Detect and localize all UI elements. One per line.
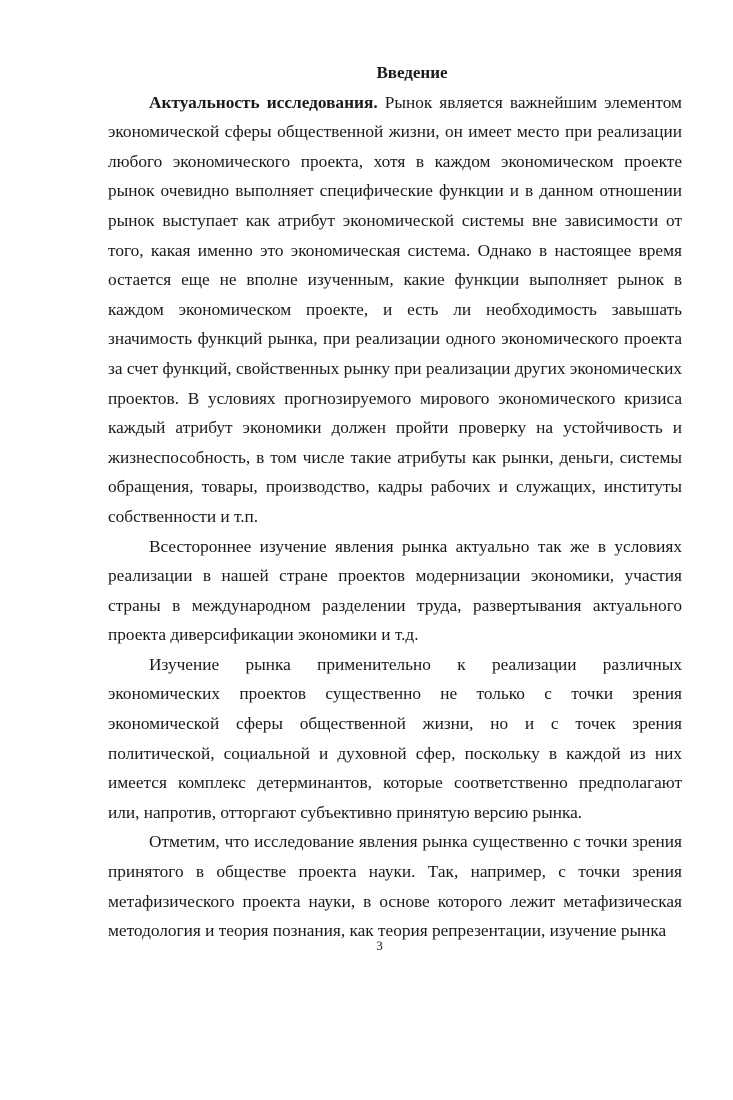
paragraph-science-project: Отметим, что исследование явления рынка существенно с точки зрения принятого в обществе проекта науки. Так, например, с точки зрения метафизического проекта науки, в основе которого лежит метафизическая методология и теория познания, как теория репрезентации, изучение рынка: [108, 832, 682, 941]
page-number: 3: [376, 938, 383, 953]
document-body: [108, 58, 682, 946]
page-title: Введение: [376, 63, 448, 82]
paragraph-comprehensive-study: Всестороннее изучение явления рынка актуально так же в условиях реализации в нашей стране проектов модернизации экономики, участия страны в международном разделении труда, развертывания актуального проекта диверсификации экономики и т.д.: [108, 536, 682, 645]
paragraph-text: Рынок является важнейшим элементом экономической сферы общественной жизни, он имеет место при реализации любого экономического проекта, хотя в каждом экономическом проекте рынок очевидно выполняет специфические функции и в данном отношении рынок выступает как атрибут экономической системы вне зависимости от того, какая именно это экономическая система. Однако в настоящее время остается еще не вполне изученным, какие функции выполняет рынок в каждом экономическом проекте, и есть ли необходимость завышать значимость функций рынка, при реализации одного экономического проекта за счет функций, свойственных рынку при реализации других экономических проектов. В условиях прогнозируемого мирового экономического кризиса каждый атрибут экономики должен пройти проверку на устойчивость и жизнеспособность, в том числе такие атрибуты как рынки, деньги, системы обращения, товары, производство, кадры рабочих и служащих, институты собственности и т.п.: [108, 92, 682, 526]
paragraph-market-projects: Изучение рынка применительно к реализации различных экономических проектов существенно не только с точки зрения экономической сферы общественной жизни, но и с точек зрения политической, социальной и духовной сфер, поскольку в каждой из них имеется комплекс детерминантов, которые соответственно предполагают или, напротив, отторгают субъективно принятую версию рынка.: [108, 654, 682, 822]
paragraph-lead: Актуальность исследования.: [149, 92, 378, 112]
paragraph-relevance: [108, 88, 682, 532]
